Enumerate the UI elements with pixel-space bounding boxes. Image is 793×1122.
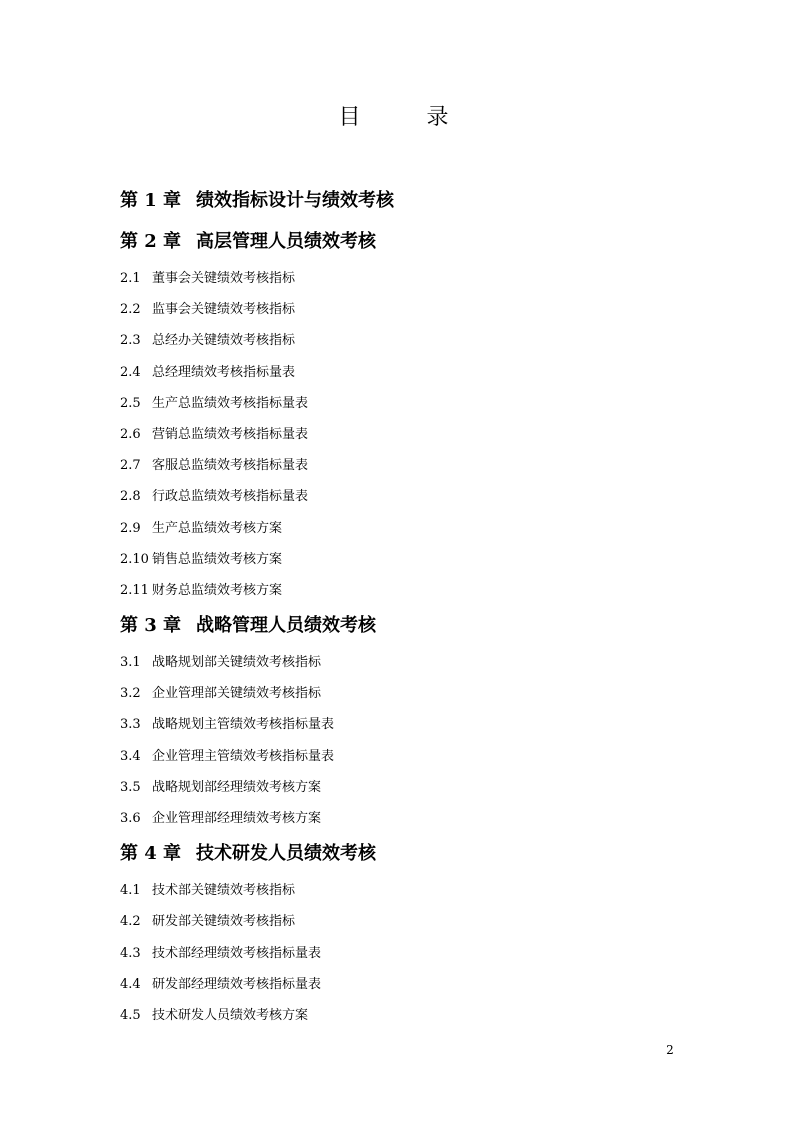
section-entry: [120, 486, 720, 517]
section-number: 2.4: [120, 364, 141, 380]
section-title: 研发部关键绩效考核指标: [152, 914, 296, 930]
section-number: 3.6: [120, 811, 141, 826]
section-title: 销售总监绩效考核方案: [152, 551, 283, 567]
table-of-contents: [120, 186, 720, 1036]
chapter-heading: [120, 227, 720, 268]
section-title: 董事会关键绩效考核指标: [152, 271, 296, 286]
section-number: 4.4: [120, 976, 141, 992]
section-entry: [120, 518, 720, 549]
section-entry: [120, 362, 720, 393]
section-number: 2.6: [120, 426, 141, 442]
section-number: 2.5: [120, 395, 141, 411]
section-entry: [120, 777, 720, 808]
section-number: 2.2: [120, 302, 141, 318]
page-number: 2: [666, 1043, 674, 1057]
section-number: 4.3: [120, 945, 141, 961]
chapter-heading: [120, 839, 720, 880]
section-title: 技术部关键绩效考核指标: [152, 883, 296, 899]
section-number: 2.7: [120, 458, 141, 474]
section-title: 财务总监绩效考核方案: [152, 582, 283, 598]
section-title: 企业管理部关键绩效考核指标: [152, 686, 322, 702]
section-number: 2.1: [120, 271, 141, 286]
section-entry: [120, 299, 720, 330]
section-title: 企业管理部经理绩效考核方案: [152, 811, 322, 826]
section-number: 3.2: [120, 686, 141, 702]
section-entry: [120, 652, 720, 683]
section-entry: [120, 393, 720, 424]
section-number: 3.3: [120, 717, 141, 733]
section-title: 技术研发人员绩效考核方案: [152, 1007, 309, 1023]
section-entry: [120, 974, 720, 1005]
section-title: 战略规划主管绩效考核指标量表: [152, 717, 335, 733]
page-title: 目 录: [338, 105, 471, 130]
section-entry: [120, 580, 720, 611]
section-number: 4.5: [120, 1007, 141, 1023]
section-entry: [120, 268, 720, 299]
section-entry: [120, 549, 720, 580]
section-number: 2.8: [120, 489, 141, 505]
section-title: 客服总监绩效考核指标量表: [152, 458, 309, 474]
section-entry: [120, 330, 720, 361]
section-number: 3.4: [120, 748, 141, 764]
section-number: 3.1: [120, 655, 141, 671]
chapter-number: 第 1 章: [120, 190, 182, 211]
chapter-title: 高层管理人员绩效考核: [196, 231, 376, 252]
section-number: 3.5: [120, 779, 141, 795]
section-entry: [120, 880, 720, 911]
section-number: 2.10: [120, 551, 149, 567]
section-title: 生产总监绩效考核指标量表: [152, 395, 309, 411]
chapter-number: 第 3 章: [120, 615, 182, 637]
section-entry: [120, 455, 720, 486]
section-number: 2.11: [120, 582, 149, 598]
chapter-title: 绩效指标设计与绩效考核: [196, 190, 394, 211]
section-title: 行政总监绩效考核指标量表: [152, 489, 309, 505]
section-entry: [120, 714, 720, 745]
section-title: 监事会关键绩效考核指标: [152, 302, 296, 318]
chapter-number: 第 4 章: [120, 843, 182, 865]
section-title: 研发部经理绩效考核指标量表: [152, 976, 322, 992]
section-entry: [120, 683, 720, 714]
section-title: 战略规划部关键绩效考核指标: [152, 655, 322, 671]
section-entry: [120, 911, 720, 942]
section-number: 4.2: [120, 914, 141, 930]
chapter-heading: [120, 186, 720, 227]
section-entry: [120, 1005, 720, 1036]
section-title: 企业管理主管绩效考核指标量表: [152, 748, 335, 764]
section-number: 2.3: [120, 333, 141, 349]
section-entry: [120, 424, 720, 455]
section-entry: [120, 746, 720, 777]
section-title: 总经办关键绩效考核指标: [152, 333, 296, 349]
chapter-number: 第 2 章: [120, 231, 182, 252]
chapter-title: 技术研发人员绩效考核: [196, 843, 376, 865]
section-entry: [120, 808, 720, 839]
section-title: 营销总监绩效考核指标量表: [152, 426, 309, 442]
section-title: 技术部经理绩效考核指标量表: [152, 945, 322, 961]
section-title: 战略规划部经理绩效考核方案: [152, 779, 322, 795]
section-title: 总经理绩效考核指标量表: [152, 364, 296, 380]
section-number: 4.1: [120, 883, 141, 899]
section-number: 2.9: [120, 520, 141, 536]
chapter-heading: [120, 611, 720, 652]
section-title: 生产总监绩效考核方案: [152, 520, 283, 536]
chapter-title: 战略管理人员绩效考核: [196, 615, 376, 637]
section-entry: [120, 943, 720, 974]
